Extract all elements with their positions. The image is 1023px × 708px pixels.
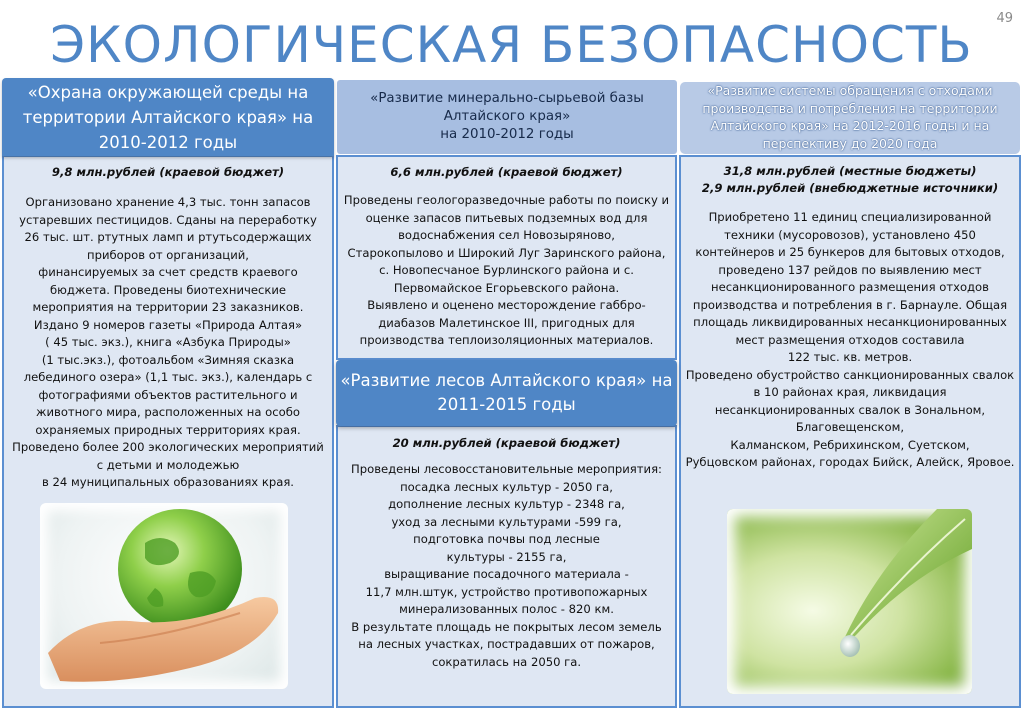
text-line: проведено 137 рейдов по выявлению мест [718,262,982,277]
leaf-water-drop-image [727,509,972,694]
text-line: сократилась на 2050 га. [431,654,582,669]
text-line: несанкционированных свалок в Зональном, [714,402,986,417]
panel-forests-body [338,427,675,671]
budget-environment: 9,8 млн.рублей (краевой бюджет) [51,165,285,179]
text-line: диабазов Малетинское III, пригодных для [378,315,635,330]
text-line: Старокопылово и Широкий Луг Заринского района, [347,245,666,260]
text-line: культуры - 2155 га, [446,549,567,564]
text-line: Выявлено и оценено месторождение габбро- [367,298,646,312]
text-line: в 24 муниципальных образованиях края. [42,475,294,489]
header-environment-protection: «Охрана окружающей среды на территории Алтайского края» на 2010-2012 годы [2,78,334,156]
text-mineral [342,192,671,350]
text-line: подготовка почвы под лесные [413,532,600,546]
text-line: посадка лесных культур - 2050 га, [400,479,613,494]
header-line: «Развитие минерально-сырьевой базы [370,91,644,106]
text-line: несанкционированного размещения отходов [710,280,989,294]
text-line: площадь ликвидированных несанкционированных [693,315,1007,329]
header-line: Алтайского края» [443,109,571,124]
text-line: выращивание посадочного материала - [384,567,629,581]
budget-waste [683,163,1017,197]
text-environment [12,194,324,492]
text-line: Первомайское Егорьевского района. [393,280,620,295]
text-line: охраняемых природных территориях края. [35,422,301,437]
page-title: ЭКОЛОГИЧЕСКАЯ БЕЗОПАСНОСТЬ [50,16,973,74]
globe-in-hands-icon [40,503,288,689]
budget-mineral: 6,6 млн.рублей (краевой бюджет) [390,165,623,179]
text-line: водоснабжения сел Новозыряново, [398,228,615,242]
text-line: приборов от организаций, [87,247,249,262]
text-line: дополнение лесных культур - 2348 га, [388,497,625,511]
text-line: Приобретено 11 единиц специализированной [708,210,992,224]
text-line: (1 тыс.экз.), фотоальбом «Зимняя сказка [41,352,295,367]
panel-forests [336,425,677,708]
text-line: Издано 9 номеров газеты «Природа Алтая» [33,317,303,332]
text-line: устаревших пестицидов. Сданы на переработку [19,212,317,227]
panel-environment-protection-body [4,157,332,492]
text-line: Проведено обустройство санкционированных свалок [685,367,1015,382]
text-forests [342,461,671,671]
text-line: мероприятия на территории 23 заказников. [32,300,304,314]
text-line: техники (мусоровозов), установлено 450 [724,227,976,242]
text-line: Проведено более 200 экологических мероприятий [12,440,324,454]
text-line: уход за лесными культурами -599 га, [391,514,622,529]
globe-in-hands-image [40,503,288,689]
text-line: минерализованных полос - 820 км. [399,602,614,616]
text-line: с. Новопесчаное Бурлинского района и с. [379,263,634,277]
text-line: 26 тыс. шт. ртутных ламп и ртутьсодержащих [24,230,312,244]
text-line: с детьми и молодежью [96,457,240,472]
budget-line: 2,9 млн.рублей (внебюджетные источники) [701,181,999,195]
budget-line: 31,8 млн.рублей (местные бюджеты) [723,164,977,178]
panel-waste-management-body [681,157,1019,472]
header-mineral-resources [337,80,677,154]
text-line: Благовещенском, [795,420,905,434]
text-line: фотографиями объектов растительного и [38,387,298,402]
text-line: производства и потребления в г. Барнауле. Общая [692,297,1008,312]
text-line: бюджета. Проведены биотехнические [49,282,287,297]
text-line: мест размещения отходов составила [735,332,965,347]
text-line: оценке запасов питьевых подземных вод для [365,210,648,225]
text-line: Калманском, Ребрихинском, Суетском, [730,437,970,452]
text-line: животного мира, расположенных на особо [36,405,300,419]
text-waste [683,209,1017,472]
header-line: на 2010-2012 годы [440,127,574,142]
text-line: Организовано хранение 4,3 тыс. тонн запасов [25,195,311,209]
text-line: финансируемых за счет средств краевого [38,265,298,279]
budget-forests: 20 млн.рублей (краевой бюджет) [392,436,621,450]
text-line: Проведены лесовосстановительные мероприятия: [351,462,662,476]
panel-mineral-resources [336,155,677,360]
header-waste-management: «Развитие системы обращения с отходами производства и потребления на территории Алтайского края» на 2012-2016 годы и на перспективу до 2020 года [680,82,1020,154]
text-line: 122 тыс. кв. метров. [787,350,913,364]
text-line: производства теплоизоляционных материалов. [359,333,654,347]
text-line: Рубцовском районах, городах Бийск, Алейск, Яровое. [685,455,1015,469]
page-number: 49 [996,11,1013,26]
leaf-drop-icon [727,509,972,694]
text-line: лебединого озера» (1,1 тыс. экз.), календарь с [23,370,313,384]
panel-mineral-resources-body [338,157,675,350]
text-line: В результате площадь не покрытых лесом земель [351,619,662,634]
text-line: в 10 районах края, ликвидация [753,385,947,399]
text-line: ( 45 тыс. экз.), книга «Азбука Природы» [45,335,291,349]
header-forests: «Развитие лесов Алтайского края» на 2011-2015 годы [336,360,677,426]
text-line: 11,7 млн.штук, устройство противопожарных [365,584,648,599]
text-line: на лесных участках, пострадавших от пожаров, [358,637,655,651]
text-line: контейнеров и 25 бункеров для бытовых отходов, [695,245,1005,259]
text-line: Проведены геологоразведочные работы по поиску и [343,193,670,207]
